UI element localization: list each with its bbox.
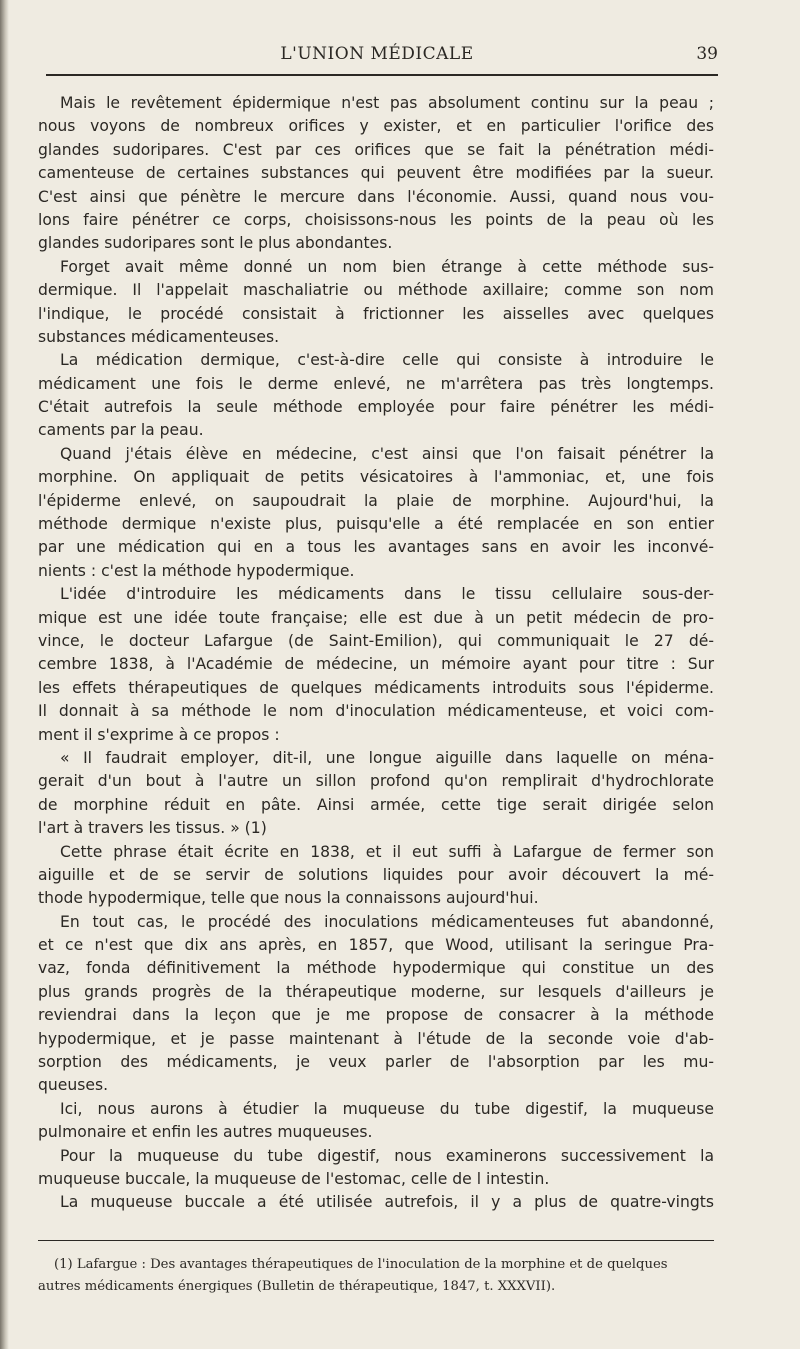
- text-line: Ici, nous aurons à étudier la muqueuse du tube digestif, la muqueuse: [60, 1099, 714, 1118]
- footnote-rule: [38, 1240, 714, 1241]
- text-line: de morphine réduit en pâte. Ainsi armée, cette tige serait dirigée selon: [38, 795, 714, 814]
- text-line: et ce n'est que dix ans après, en 1857, que Wood, utilisant la seringue Pra-: [38, 936, 714, 955]
- text-line: glandes sudoripares. C'est par ces orifices que se fait la pénétration médi-: [38, 140, 714, 159]
- text-line: muqueuse buccale, la muqueuse de l'estomac, celle de l intestin.: [38, 1169, 550, 1188]
- text-line: Cette phrase était écrite en 1838, et il eut suffi à Lafargue de fermer son: [60, 842, 714, 861]
- text-line: glandes sudoripares sont le plus abondantes.: [38, 234, 393, 253]
- text-line: La médication dermique, c'est-à-dire celle qui consiste à introduire le: [60, 351, 714, 370]
- text-line: gerait d'un bout à l'autre un sillon profond qu'on remplirait d'hydrochlorate: [38, 772, 714, 791]
- text-line: C'était autrefois la seule méthode employée pour faire pénétrer les médi-: [38, 398, 714, 417]
- running-title: L'UNION MÉDICALE: [280, 44, 474, 64]
- page-header: [36, 44, 718, 74]
- text-line: l'épiderme enlevé, on saupoudrait la plaie de morphine. Aujourd'hui, la: [38, 491, 714, 510]
- text-line: mique est une idée toute française; elle est due à un petit médecin de pro-: [38, 608, 714, 627]
- text-line: Quand j'étais élève en médecine, c'est ainsi que l'on faisait pénétrer la: [60, 444, 714, 463]
- footnote: [38, 1254, 714, 1298]
- text-line: plus grands progrès de la thérapeutique moderne, sur lesquels d'ailleurs je: [38, 982, 714, 1001]
- text-line: « Il faudrait employer, dit-il, une longue aiguille dans laquelle on ména-: [60, 748, 714, 767]
- footnote-line: (1) Lafargue : Des avantages thérapeutiques de l'inoculation de la morphine et de quelques: [54, 1257, 668, 1272]
- body-text: [38, 92, 714, 1215]
- text-line: En tout cas, le procédé des inoculations médicamenteuses fut abandonné,: [60, 912, 714, 931]
- text-line: Mais le revêtement épidermique n'est pas absolument continu sur la peau ;: [60, 94, 714, 112]
- text-line: méthode dermique n'existe plus, puisqu'elle a été remplacée en son entier: [38, 515, 714, 534]
- text-line: vince, le docteur Lafargue (de Saint-Emilion), qui communiquait le 27 dé-: [38, 631, 714, 650]
- text-line: substances médicamenteuses.: [38, 327, 280, 346]
- text-line: cembre 1838, à l'Académie de médecine, un mémoire ayant pour titre : Sur: [38, 655, 714, 674]
- text-line: aiguille et de se servir de solutions liquides pour avoir découvert la mé-: [38, 865, 714, 884]
- page-binding-edge: [0, 0, 9, 1349]
- text-line: camenteuse de certaines substances qui peuvent être modifiées par la sueur.: [38, 164, 714, 183]
- text-line: pulmonaire et enfin les autres muqueuses.: [38, 1123, 373, 1142]
- text-line: queuses.: [38, 1076, 109, 1095]
- text-line: vaz, fonda définitivement la méthode hypodermique qui constitue un des: [38, 959, 714, 978]
- text-line: ment il s'exprime à ce propos :: [38, 725, 280, 744]
- text-line: lons faire pénétrer ce corps, choisissons-nous les points de la peau où les: [38, 210, 714, 229]
- footnote-line: autres médicaments énergiques (Bulletin de thérapeutique, 1847, t. XXXVII).: [38, 1279, 556, 1294]
- text-line: l'indique, le procédé consistait à frictionner les aisselles avec quelques: [38, 304, 714, 323]
- text-line: morphine. On appliquait de petits vésicatoires à l'ammoniac, et, une fois: [38, 468, 714, 487]
- text-line: dermique. Il l'appelait maschaliatrie ou méthode axillaire; comme son nom: [38, 281, 714, 300]
- text-line: La muqueuse buccale a été utilisée autrefois, il y a plus de quatre-vingts: [60, 1193, 714, 1212]
- page-number: 39: [696, 44, 718, 64]
- text-line: nients : c'est la méthode hypodermique.: [38, 561, 355, 580]
- text-line: L'idée d'introduire les médicaments dans le tissu cellulaire sous-der-: [60, 585, 714, 604]
- text-line: Forget avait même donné un nom bien étrange à cette méthode sus-: [60, 257, 714, 276]
- text-line: nous voyons de nombreux orifices y exister, et en particulier l'orifice des: [38, 117, 714, 136]
- header-rule: [46, 74, 718, 76]
- text-line: thode hypodermique, telle que nous la connaissons aujourd'hui.: [38, 889, 539, 908]
- text-line: l'art à travers les tissus. » (1): [38, 819, 267, 838]
- text-line: reviendrai dans la leçon que je me propose de consacrer à la méthode: [38, 1006, 714, 1025]
- text-line: par une médication qui en a tous les avantages sans en avoir les inconvé-: [38, 538, 714, 557]
- text-line: C'est ainsi que pénètre le mercure dans l'économie. Aussi, quand nous vou-: [38, 187, 714, 206]
- text-line: Pour la muqueuse du tube digestif, nous examinerons successivement la: [60, 1146, 714, 1165]
- text-line: les effets thérapeutiques de quelques médicaments introduits sous l'épiderme.: [38, 678, 714, 697]
- text-line: sorption des médicaments, je veux parler de l'absorption par les mu-: [38, 1053, 714, 1072]
- text-line: caments par la peau.: [38, 421, 204, 440]
- text-line: Il donnait à sa méthode le nom d'inoculation médicamenteuse, et voici com-: [38, 702, 714, 721]
- text-line: hypodermique, et je passe maintenant à l'étude de la seconde voie d'ab-: [38, 1029, 714, 1048]
- text-line: médicament une fois le derme enlevé, ne m'arrêtera pas très longtemps.: [38, 374, 714, 393]
